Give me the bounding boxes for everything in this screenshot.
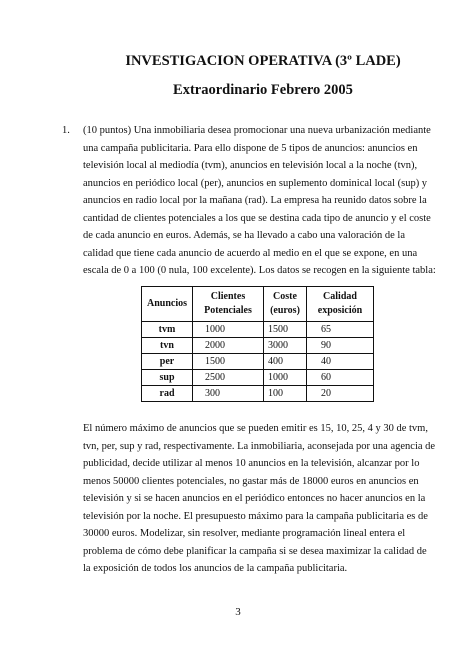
constraints-line: televisión por la noche. El presupuesto máximo para la campaña publicitaria es de [83,510,428,522]
ad-type-cell: tvm [142,322,193,338]
cost-cell: 1500 [264,322,307,338]
exam-title: INVESTIGACION OPERATIVA (3º LADE) [125,53,401,69]
table-row [142,322,374,338]
clients-cell: 300 [193,386,264,402]
statement-line: escala de 0 a 100 (0 nula, 100 excelente). Los datos se recogen en la siguiente tabla: [83,265,436,276]
constraints-line: la exposición de todos los anuncios de la campaña publicitaria. [83,563,348,574]
table-header-row [142,287,374,322]
quality-cell: 65 [307,322,374,338]
table-row [142,338,374,354]
ad-type-cell: per [142,354,193,370]
statement-line: anuncios en radio local por la mañana (rad). La empresa ha reunido datos sobre la [83,195,427,206]
statement-line: cantidad de clientes potenciales a los que se destina cada tipo de anuncio y el coste [83,212,431,224]
table-row [142,354,374,370]
cost-cell: 100 [264,386,307,402]
statement-line: (10 puntos) Una inmobiliaria desea promocionar una nueva urbanización mediante [83,125,431,136]
ad-type-cell: tvn [142,338,193,354]
constraints-line: 30000 euros. Modelizar, sin resolver, mediante programación lineal entera el [83,528,406,539]
column-header-clientes: Clientes Potenciales [193,287,264,322]
constraints-line: televisión y si se hacen anuncios en el periódico entonces no hacer anuncios en la [83,493,426,504]
cost-cell: 1000 [264,370,307,386]
ad-type-cell: rad [142,386,193,402]
cost-cell: 3000 [264,338,307,354]
statement-line: anuncios en periódico local (per), anuncios en suplemento dominical local (sup) y [83,177,428,189]
column-header-anuncios: Anuncios [142,287,193,322]
quality-cell: 20 [307,386,374,402]
column-header-coste: Coste (euros) [264,287,307,322]
statement-line: una campaña publicitaria. Para ello dispone de 5 tipos de anuncios: anuncios en [83,142,418,154]
clients-cell: 2500 [193,370,264,386]
problem-constraints [83,420,436,578]
constraints-line: El número máximo de anuncios que se pueden emitir es 15, 10, 25, 4 y 30 de tvm, [83,423,428,434]
column-header-calidad: Calidad exposición [307,287,374,322]
ad-type-cell: sup [142,370,193,386]
quality-cell: 60 [307,370,374,386]
statement-line: calidad que tiene cada anuncio de acuerdo al medio en el que se expone, en una [83,247,418,259]
constraints-line: menos 50000 clientes potenciales, no gastar más de 18000 euros en anuncios en [83,475,419,487]
clients-cell: 1000 [193,322,264,338]
ads-data-table [141,286,374,402]
table-row [142,386,374,402]
constraints-line: publicidad, decide utilizar al menos 10 anuncios en la televisión, alcanzar por lo [83,458,420,469]
statement-line: de cada anuncio en euros. Además, se ha llevado a cabo una valoración de la [83,230,405,241]
clients-cell: 2000 [193,338,264,354]
constraints-line: problema de cómo debe planificar la campaña si se desea maximizar la calidad de [83,545,427,557]
statement-line: televisión local al mediodía (tvm), anuncios en televisión local a la noche (tvn), [83,160,418,171]
quality-cell: 90 [307,338,374,354]
problem-statement [83,122,436,280]
cost-cell: 400 [264,354,307,370]
problem-number: 1. [62,125,70,136]
exam-subtitle: Extraordinario Febrero 2005 [173,82,353,98]
page-number: 3 [235,606,241,618]
quality-cell: 40 [307,354,374,370]
table-row [142,370,374,386]
clients-cell: 1500 [193,354,264,370]
constraints-line: tvn, per, sup y rad, respectivamente. La inmobiliaria, aconsejada por una agencia de [83,440,436,452]
